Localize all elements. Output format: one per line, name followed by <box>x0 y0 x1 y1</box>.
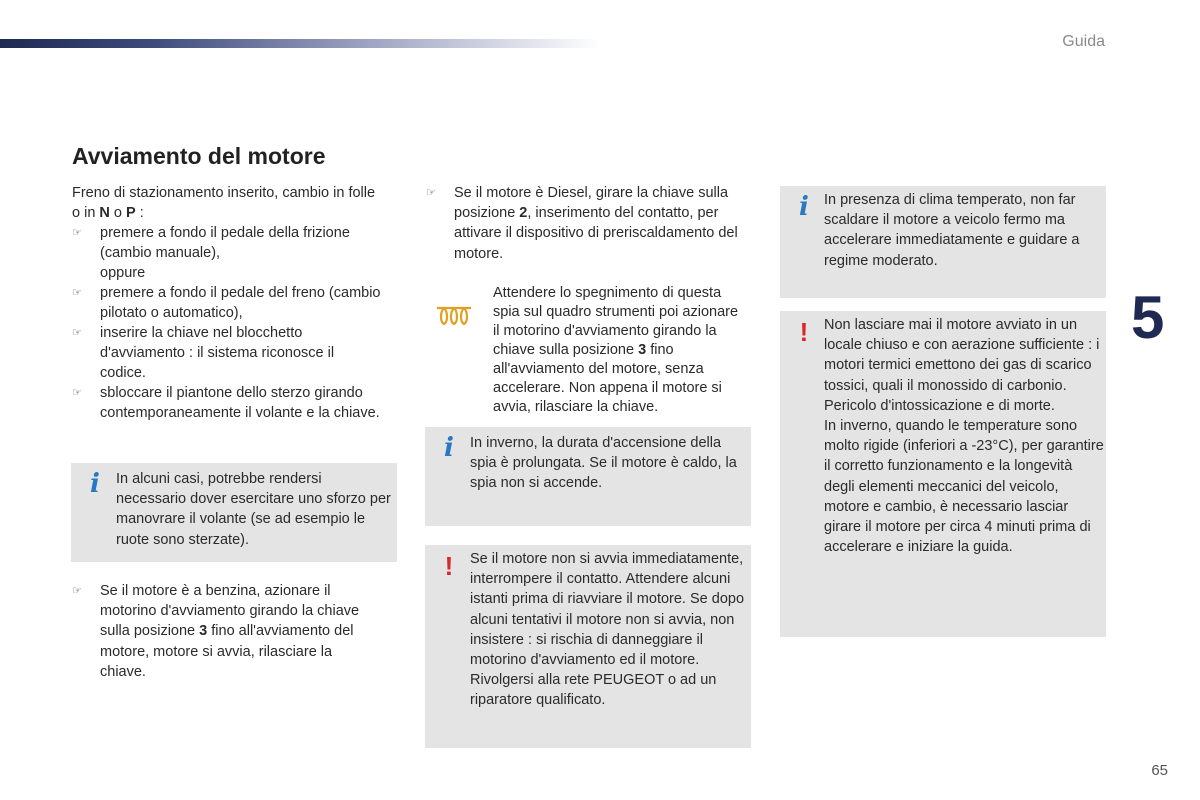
glow-text-pre: Attendere lo spegnimento di questa spia sul quadro strumenti poi azionare il motorino d'avviamento girando la chiave sulla posizione <box>493 285 739 358</box>
list-item-text-or <box>72 263 402 283</box>
page-title: Avviamento del motore <box>72 143 326 169</box>
list-item <box>72 223 402 263</box>
intro-line-2-prefix: o in <box>72 205 100 222</box>
intro-or: o <box>109 205 127 222</box>
list-item-text <box>72 581 380 682</box>
info-icon: i <box>444 433 454 463</box>
chapter-number: 5 <box>1131 284 1165 351</box>
position-2-label: 2 <box>519 205 528 222</box>
list-item <box>72 323 402 384</box>
pointing-hand-icon: ☞ <box>72 327 82 339</box>
position-3-label: 3 <box>638 342 647 358</box>
gear-n-label: N <box>99 205 110 222</box>
warning-box-text: Se il motore non si avvia immediatamente, interrompere il contatto. Attendere alcuni istanti prima di riavviare il motore. Se dopo alcuni tentativi il motore non si avvia, non insistere : si rischia di danneggiare il motorino d'avviamento ed il motore. Rivolgersi alla rete PEUGEOT o ad un riparatore qualificato. <box>470 551 745 709</box>
exclamation-icon: ! <box>444 551 454 581</box>
warning-box-text <box>824 315 1104 557</box>
info-icon: i <box>90 469 100 499</box>
list-item-text: premere a fondo il pedale del freno (cambio pilotato o automatico), <box>100 285 381 322</box>
info-box-text: In presenza di clima temperato, non far scaldare il motore a veicolo fermo ma accelerare immediatamente e guidare a regime moderato. <box>824 192 1080 269</box>
list-item-text: premere a fondo il pedale della frizione (cambio manuale), <box>100 225 350 262</box>
header-gradient-bar <box>0 39 600 48</box>
or-label: oppure <box>100 265 146 281</box>
list-item-text: sbloccare il piantone dello sterzo girando contemporaneamente il volante e la chiave. <box>100 385 380 422</box>
intro-colon: : <box>135 205 144 222</box>
warning-paragraph-1: Non lasciare mai il motore avviato in un locale chiuso e con aerazione sufficiente : i motori termici emettono dei gas di scarico tossici, quali il monossido di carbonio. Pericolo d'intossicazione e di morte. <box>824 317 1100 414</box>
info-icon: i <box>799 192 809 222</box>
pointing-hand-icon: ☞ <box>72 585 82 597</box>
page-number: 65 <box>1151 762 1168 779</box>
info-box-text: In inverno, la durata d'accensione della spia è prolungata. Se il motore è caldo, la spia non si accende. <box>470 435 737 492</box>
list-item-text <box>426 183 744 264</box>
petrol-text-pre: Se il motore è a benzina, azionare il motorino d'avviamento girando la chiave sulla posizione <box>100 583 360 640</box>
info-box-temperate <box>780 186 1106 298</box>
warning-box-no-start <box>425 545 751 748</box>
list-item-diesel <box>426 183 752 264</box>
diesel-text-pre: Se il motore è Diesel, girare la chiave sulla posizione <box>454 185 729 222</box>
warning-paragraph-2: In inverno, quando le temperature sono molto rigide (inferiori a -23°C), per garantire il corretto funzionamento e la longevità degli elementi meccanici del veicolo, motore e cambio, è necessario lasciar girare il motore per circa 4 minuti prima di accelerare e iniziare la guida. <box>824 418 1104 556</box>
intro-line-1: Freno di stazionamento inserito, cambio in folle <box>72 185 376 201</box>
glow-text-post: fino all'avviamento del motore, senza accelerare. Non appena il motore si avvia, rilasciare la chiave. <box>493 342 722 415</box>
position-3-label: 3 <box>199 623 208 640</box>
list-item <box>72 383 402 423</box>
warning-box-exhaust <box>780 311 1106 637</box>
gear-p-label: P <box>126 205 136 222</box>
info-box-steering <box>71 463 397 562</box>
diesel-text-post: , inserimento del contatto, per attivare il dispositivo di preriscaldamento del motore. <box>454 205 738 262</box>
pointing-hand-icon: ☞ <box>72 227 82 239</box>
intro-paragraph <box>72 183 402 223</box>
exclamation-icon: ! <box>799 317 809 347</box>
list-item-petrol <box>72 581 402 682</box>
list-item-text: inserire la chiave nel blocchetto d'avviamento : il sistema riconosce il codice. <box>100 325 335 382</box>
info-box-text: In alcuni casi, potrebbe rendersi necessario dover esercitare uno sforzo per manovrare il volante (se ad esempio le ruote sono sterzate). <box>116 471 391 548</box>
pointing-hand-icon: ☞ <box>72 387 82 399</box>
pointing-hand-icon: ☞ <box>426 187 436 199</box>
list-item <box>72 283 402 323</box>
glow-plug-paragraph <box>493 284 743 417</box>
pointing-hand-icon: ☞ <box>72 287 82 299</box>
petrol-text-post: fino all'avviamento del motore, motore si avvia, rilasciare la chiave. <box>100 623 354 680</box>
info-box-winter <box>425 427 751 526</box>
section-title: Guida <box>1062 33 1105 50</box>
preheating-coil-icon <box>436 300 472 330</box>
